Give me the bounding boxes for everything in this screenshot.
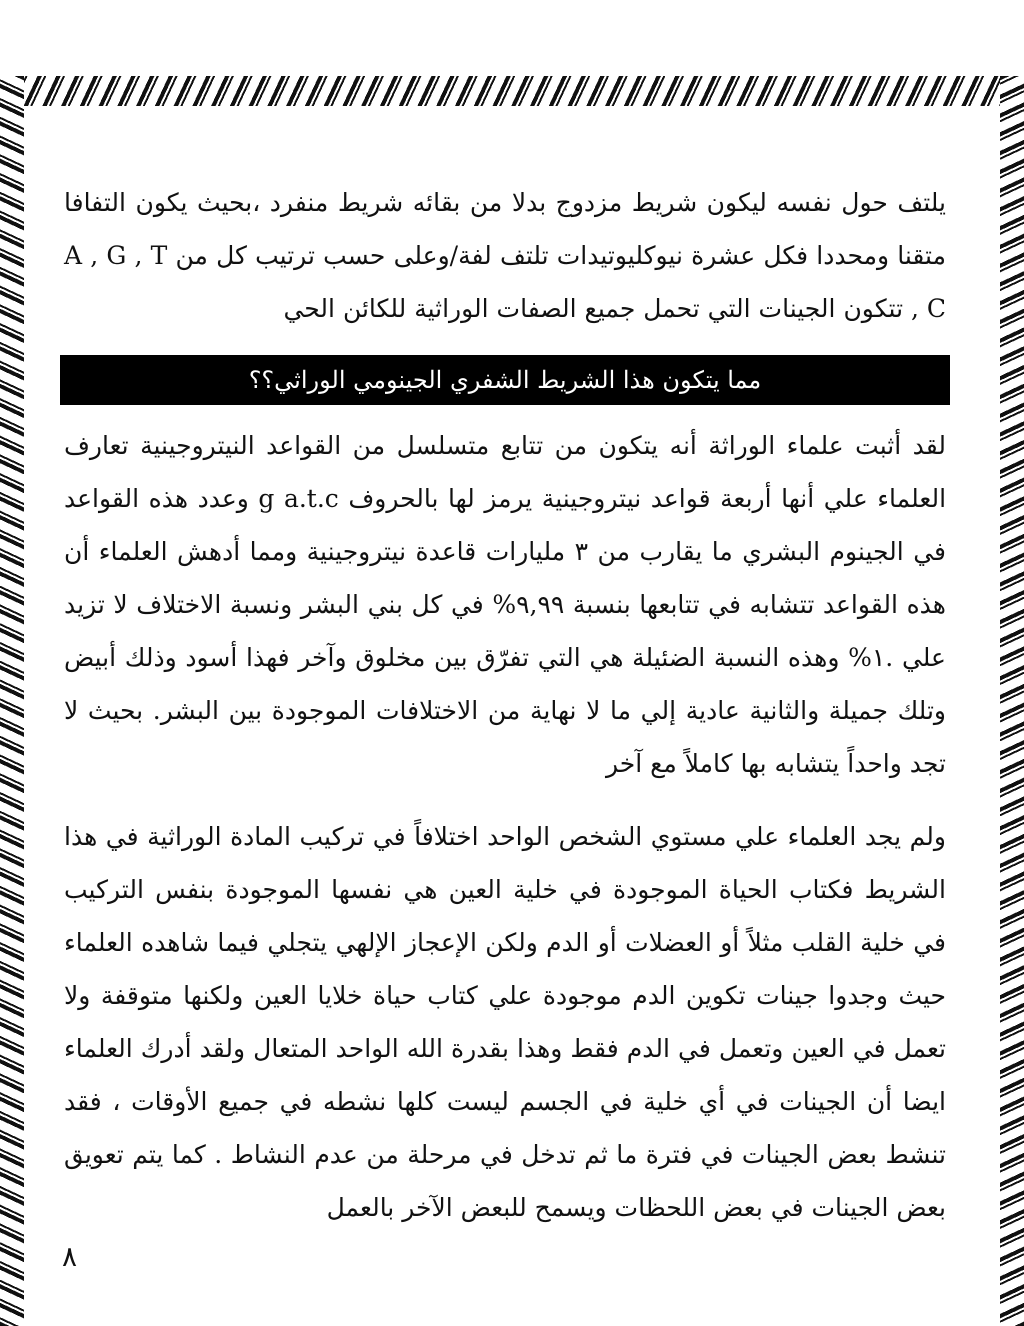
decorative-border-left <box>0 76 24 1326</box>
page-content <box>64 176 946 1234</box>
section-heading: مما يتكون هذا الشريط الشفري الجينومي الوراثي؟؟ <box>60 355 950 405</box>
paragraph-spacer <box>64 790 946 810</box>
body-paragraph-2: ولم يجد العلماء علي مستوي الشخص الواحد اختلافاً في تركيب المادة الوراثية في هذا الشريط فكتاب الحياة الموجودة في خلية العين هي نفسها الموجودة بنفس التركيب في خلية القلب مثلاً أو العضلات أو الدم ولكن الإعجاز الإلهي يتجلي فيما شاهده العلماء حيث وجدوا جينات تكوين الدم موجودة علي كتاب حياة خلايا العين ولكنها متوقفة ولا تعمل في العين وتعمل في الدم فقط وهذا بقدرة الله الواحد المتعال ولقد أدرك العلماء ايضا أن الجينات في أي خلية في الجسم ليست كلها نشطه في جميع الأوقات ، فقد تنشط بعض الجينات في فترة ما ثم تدخل في مرحلة من عدم النشاط . كما يتم تعويق بعض الجينات في بعض اللحظات ويسمح للبعض الآخر بالعمل <box>64 822 946 1222</box>
page-number: ٨ <box>62 1240 78 1273</box>
decorative-border-right <box>1000 76 1024 1326</box>
intro-paragraph: يلتف حول نفسه ليكون شريط مزدوج بدلا من بقائه شريط منفرد ،بحيث يكون التفافا متقنا ومحددا فكل عشرة نيوكليوتيدات تلتف لفة/وعلى حسب ترتيب كل من A , G , T , C تتكون الجينات التي تحمل جميع الصفات الوراثية للكائن الحي <box>64 188 946 323</box>
body-paragraph-1: لقد أثبت علماء الوراثة أنه يتكون من تتابع متسلسل من القواعد النيتروجينية تعارف العلماء علي أنها أربعة قواعد نيتروجينية يرمز لها بالحروف g a.t.c وعدد هذه القواعد في الجينوم البشري ما يقارب من ٣ مليارات قاعدة نيتروجينية ومما أدهش العلماء أن هذه القواعد تتشابه في تتابعها بنسبة ٩,٩٩% في كل بني البشر ونسبة الاختلاف لا تزيد علي .١% وهذه النسبة الضئيلة هي التي تفرّق بين مخلوق وآخر فهذا أسود وذلك أبيض وتلك جميلة والثانية عادية إلي ما لا نهاية من الاختلافات الموجودة بين البشر. بحيث لا تجد واحداً يتشابه بها كاملاً مع آخر <box>64 431 947 778</box>
decorative-border-top <box>0 76 1024 106</box>
